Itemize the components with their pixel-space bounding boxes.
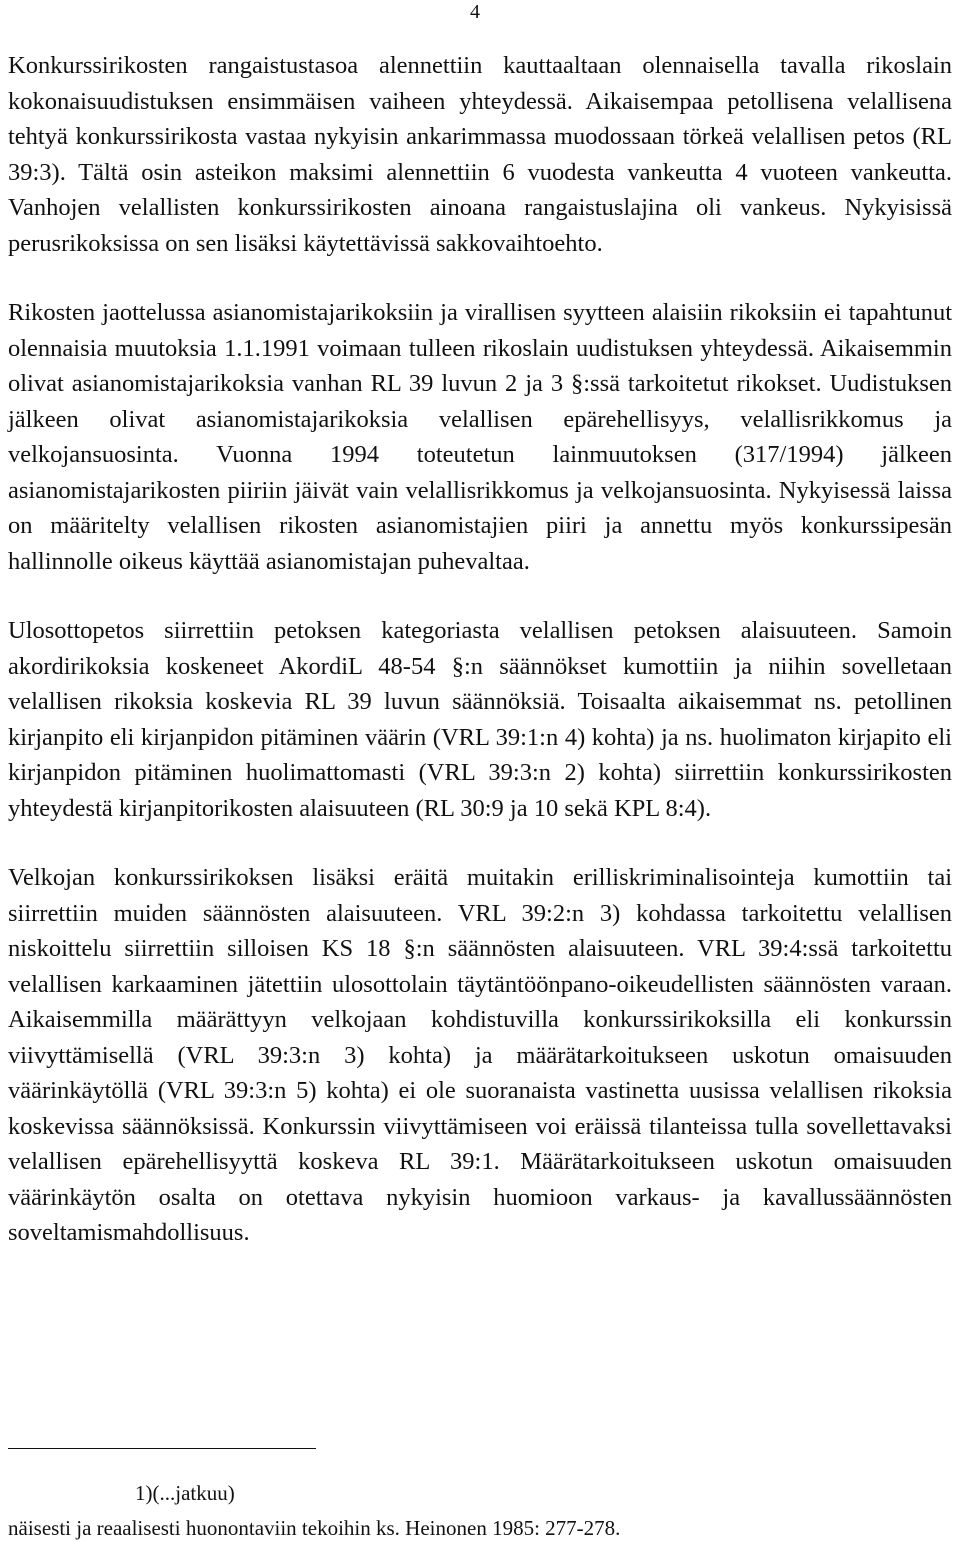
paragraph-2: Rikosten jaottelussa asianomistajarikoksiin ja virallisen syytteen alaisiin rikoksiin ei tapahtunut olennaisia muutoksia 1.1.1991 voimaan tulleen rikoslain uudistuksen yhteydessä. Aikaisemmin olivat asianomistajarikoksia vanhan RL 39 luvun 2 ja 3 §:ssä tarkoitetut rikokset. Uudistuksen jälkeen olivat asianomistajarikoksia velallisen epärehellisyys, velallisrikkomus ja velkojansuosinta. Vuonna 1994 toteutetun lainmuutoksen (317/1994) jälkeen asianomistajarikosten piiriin jäivät vain velallisrikkomus ja velkojansuosinta. Nykyisessä laissa on määritelty velallisen rikosten asianomistajien piiri ja annettu myös konkurssipesän hallinnolle oikeus käyttää asianomistajan puhevaltaa. bbox=[8, 299, 952, 575]
paragraph-4: Velkojan konkurssirikoksen lisäksi eräitä muitakin erilliskriminalisointeja kumottiin tai siirrettiin muiden säännösten alaisuuteen. VRL 39:2:n 3) kohdassa tarkoitettu velallisen niskoittelu siirrettiin silloisen KS 18 §:n säännösten alaisuuteen. VRL 39:4:ssä tarkoitettu velallisen karkaaminen jätettiin ulosottolain täytäntöönpano-oikeudellisten säännösten varaan. Aikaisemmilla määrättyyn velkojaan kohdistuvilla konkurssirikoksilla eli konkurssin viivyttämisellä (VRL 39:3:n 3) kohta) ja määrätarkoitukseen uskotun omaisuuden väärinkäytöllä (VRL 39:3:n 5) kohta) ei ole suoranaista vastinetta uusissa velallisen rikoksia koskevissa säännöksissä. Konkurssin viivyttämiseen voi eräissä tilanteissa tulla sovellettavaksi velallisen epärehellisyyttä koskeva RL 39:1. Määrätarkoitukseen uskotun omaisuuden väärinkäytön osalta on otettava nykyisin huomioon varkaus- ja kavallussäännösten soveltamismahdollisuus. bbox=[8, 864, 952, 1246]
page-number: 4 bbox=[470, 1, 480, 23]
body-text bbox=[8, 48, 952, 1251]
footnote-continuation: 1)(...jatkuu) bbox=[135, 1481, 235, 1505]
paragraph-1: Konkurssirikosten rangaistustasoa alennettiin kauttaaltaan olennaisella tavalla rikoslain kokonaisuudistuksen ensimmäisen vaiheen yhteydessä. Aikaisempaa petollisena velallisena tehtyä konkurssirikosta vastaa nykyisin ankarimmassa muodossaan törkeä velallisen petos (RL 39:3). Tältä osin asteikon maksimi alennettiin 6 vuodesta vankeutta 4 vuoteen vankeutta. Vanhojen velallisten konkurssirikosten ainoana rangaistuslajina oli vankeus. Nykyisissä perusrikoksissa on sen lisäksi käytettävissä sakkovaihtoehto. bbox=[8, 52, 952, 257]
paragraph-3: Ulosottopetos siirrettiin petoksen kategoriasta velallisen petoksen alaisuuteen. Samoin akordirikoksia koskeneet AkordiL 48-54 §:n säännökset kumottiin ja niihin sovelletaan velallisen rikoksia koskevia RL 39 luvun säännöksiä. Toisaalta aikaisemmat ns. petollinen kirjanpito eli kirjanpidon pitäminen väärin (VRL 39:1:n 4) kohta) ja ns. huolimaton kirjapito eli kirjanpidon pitäminen huolimattomasti (VRL 39:3:n 2) kohta) siirrettiin konkurssirikosten yhteydestä kirjanpitorikosten alaisuuteen (RL 30:9 ja 10 sekä KPL 8:4). bbox=[8, 617, 952, 822]
footnote-separator bbox=[8, 1448, 316, 1449]
footnote-text: näisesti ja reaalisesti huonontaviin tekoihin ks. Heinonen 1985: 277-278. bbox=[8, 1516, 621, 1540]
